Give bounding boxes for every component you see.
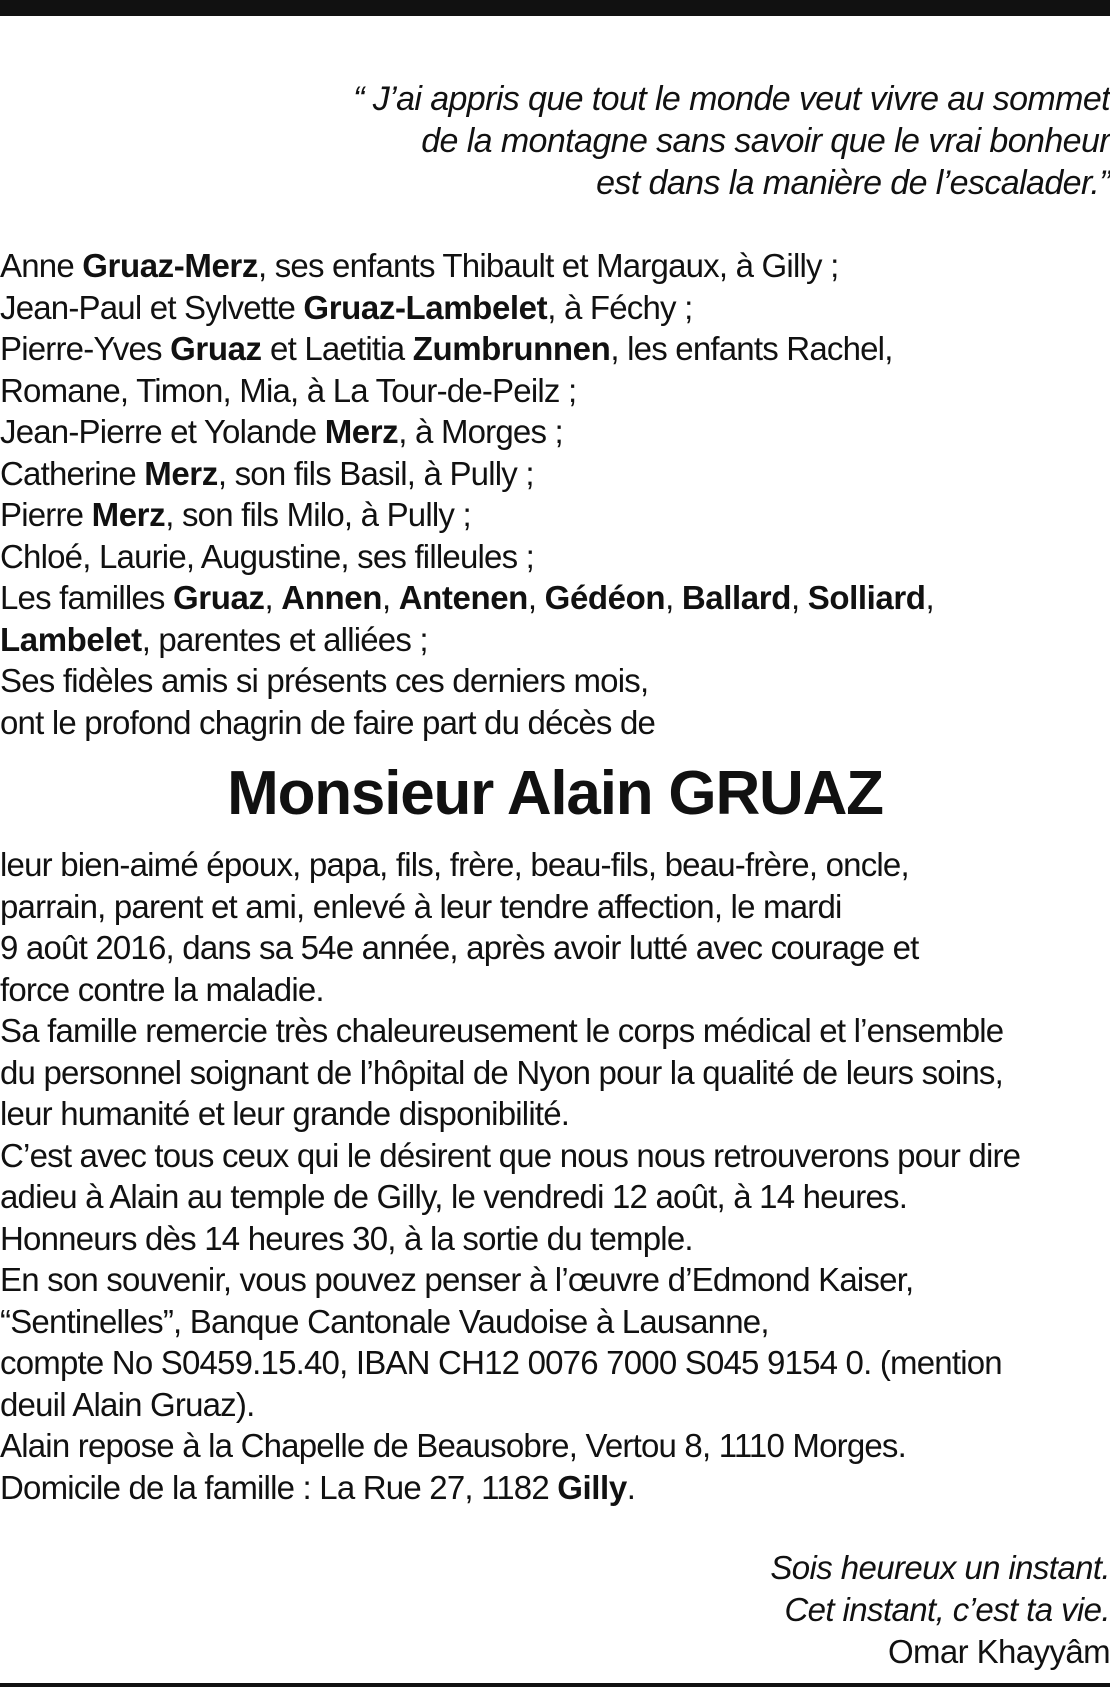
deceased-name-heading: Monsieur Alain GRUAZ — [227, 759, 883, 828]
family-line: Ses fidèles amis si présents ces derniers mois, — [0, 662, 649, 699]
closing-quote-line: Cet instant, c’est ta vie. — [784, 1591, 1110, 1628]
bottom-border-rule — [0, 1683, 1110, 1687]
family-line: Romane, Timon, Mia, à La Tour-de-Peilz ; — [0, 371, 577, 409]
family-name: Ballard — [681, 579, 791, 616]
family-name: Merz — [144, 454, 218, 492]
quote-line: “ J’ai appris que tout le monde veut vivre au sommet — [353, 80, 1110, 118]
notice-line: adieu à Alain au temple de Gilly, le vendredi 12 août, à 14 heures. — [0, 1178, 908, 1215]
notice-line: C’est avec tous ceux qui le désirent que nous nous retrouverons pour dire — [0, 1136, 1021, 1174]
notice-line: deuil Alain Gruaz). — [0, 1385, 255, 1423]
family-name: Gruaz-Merz — [82, 247, 258, 284]
family-name: Gruaz — [170, 330, 262, 367]
notice-line: En son souvenir, vous pouvez penser à l’œuvre d’Edmond Kaiser, — [0, 1261, 914, 1298]
family-name: Gruaz-Lambelet — [303, 288, 548, 326]
top-border-rule — [0, 0, 1110, 16]
closing-quote — [770, 1547, 1110, 1673]
family-name: Merz — [324, 413, 399, 450]
notice-line: 9 août 2016, dans sa 54e année, après avoir lutté avec courage et — [0, 929, 919, 966]
family-line: Jean-Paul et Sylvette Gruaz-Lambelet, à Féchy ; — [0, 288, 693, 326]
notice-text — [0, 844, 1110, 1508]
notice-line: leur bien-aimé époux, papa, fils, frère, beau-fils, beau-frère, oncle, — [0, 846, 909, 883]
notice-line: force contre la maladie. — [0, 970, 324, 1008]
family-line: Pierre Merz, son fils Milo, à Pully ; — [0, 496, 471, 533]
closing-quote-line: Sois heureux un instant. — [770, 1549, 1110, 1586]
family-line: Catherine Merz, son fils Basil, à Pully ; — [0, 454, 534, 492]
notice-line: leur humanité et leur grande disponibilité. — [0, 1095, 570, 1132]
notice-line: Sa famille remercie très chaleureusement le corps médical et l’ensemble — [0, 1012, 1004, 1049]
family-name: Gruaz — [173, 579, 265, 616]
family-line: Les familles Gruaz, Annen, Antenen, Gédéon, Ballard, Solliard, — [0, 579, 934, 616]
family-name: Antenen — [398, 579, 528, 616]
notice-line: “Sentinelles”, Banque Cantonale Vaudoise à Lausanne, — [0, 1302, 769, 1340]
family-name: Lambelet — [0, 620, 142, 658]
notice-line: Alain repose à la Chapelle de Beausobre, Vertou 8, 1110 Morges. — [0, 1427, 907, 1464]
family-line: Chloé, Laurie, Augustine, ses filleules ; — [0, 537, 535, 575]
family-line: ont le profond chagrin de faire part du décès de — [0, 703, 656, 741]
epigraph-quote — [210, 78, 1110, 204]
closing-quote-author: Omar Khayyâm — [887, 1633, 1110, 1670]
family-name: Solliard — [807, 579, 926, 616]
quote-line: de la montagne sans savoir que le vrai bonheur — [421, 122, 1110, 160]
family-line: Lambelet, parentes et alliées ; — [0, 620, 428, 658]
family-line: Pierre-Yves Gruaz et Laetitia Zumbrunnen, les enfants Rachel, — [0, 330, 893, 367]
family-name: Gédéon — [544, 579, 666, 616]
family-line: Anne Gruaz-Merz, ses enfants Thibault et Margaux, à Gilly ; — [0, 247, 839, 284]
family-line: Jean-Pierre et Yolande Merz, à Morges ; — [0, 413, 563, 450]
notice-line: Honneurs dès 14 heures 30, à la sortie du temple. — [0, 1219, 693, 1257]
family-name: Zumbrunnen — [412, 330, 611, 367]
family-announcement — [0, 245, 1110, 743]
family-name: Annen — [281, 579, 382, 616]
notice-line: du personnel soignant de l’hôpital de Nyon pour la qualité de leurs soins, — [0, 1053, 1004, 1091]
domicile-line: Domicile de la famille : La Rue 27, 1182 Gilly. — [0, 1468, 636, 1506]
quote-line: est dans la manière de l’escalader.” — [596, 164, 1110, 202]
domicile-town: Gilly — [557, 1468, 627, 1506]
family-name: Merz — [91, 496, 166, 533]
notice-line: compte No S0459.15.40, IBAN CH12 0076 7000 S045 9154 0. (mention — [0, 1344, 1002, 1381]
notice-line: parrain, parent et ami, enlevé à leur tendre affection, le mardi — [0, 887, 842, 925]
